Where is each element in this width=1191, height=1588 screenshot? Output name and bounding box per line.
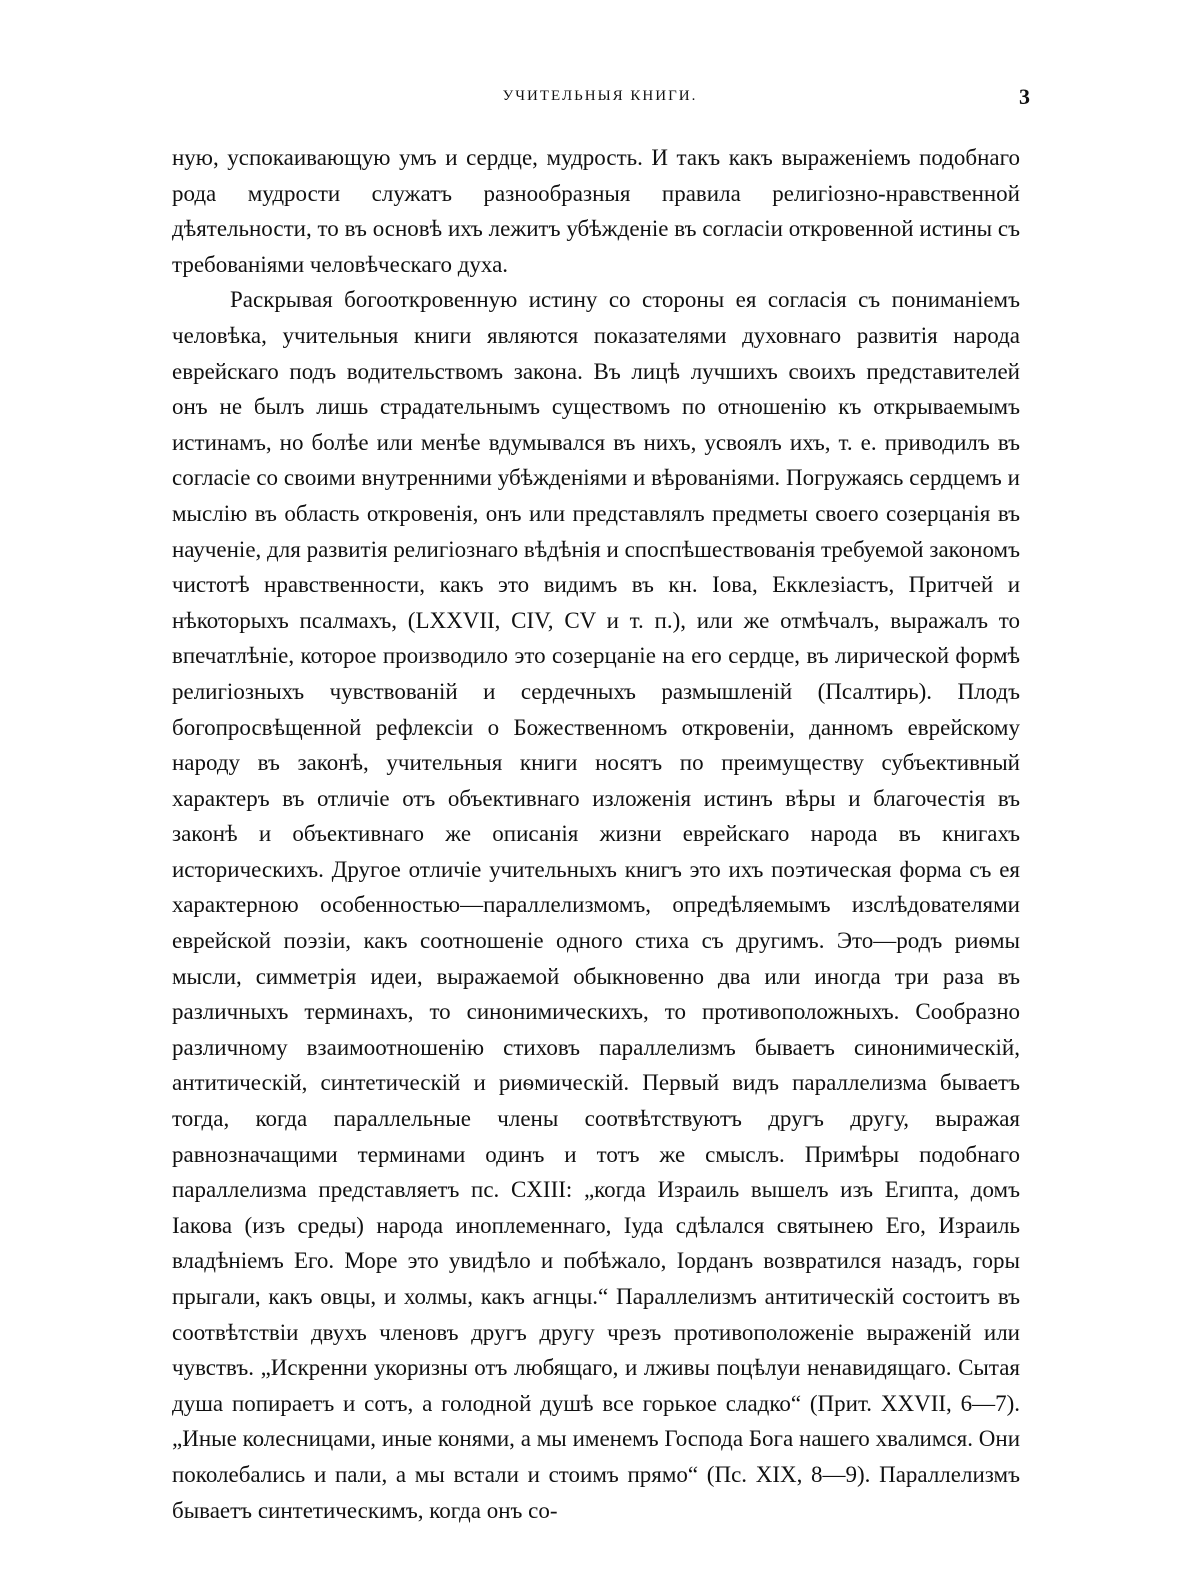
body-text xyxy=(172,140,1020,1528)
paragraph-continuation: ную, успокаивающую умъ и сердце, мудрость. И такъ какъ выраженіемъ подобнаго рода мудрости служатъ разнообразныя правила религіозно-нравственной дѣятельности, то въ основѣ ихъ лежитъ убѣжденіе въ согласіи откровенной истины съ требованіями человѣческаго духа. xyxy=(172,145,1020,277)
running-head xyxy=(170,84,1030,110)
running-title: УЧИТЕЛЬНЫЯ КНИГИ. xyxy=(502,88,698,104)
page-number: 3 xyxy=(1019,84,1030,109)
paragraph: Раскрывая богооткровенную истину со стороны ея согласія съ пониманіемъ человѣка, учительныя книги являются показателями духовнаго развитія народа еврейскаго подъ водительствомъ закона. Въ лицѣ лучшихъ своихъ представителей онъ не былъ лишь страдательнымъ существомъ по отношенію къ открываемымъ истинамъ, но болѣе или менѣе вдумывался въ нихъ, усвоялъ ихъ, т. е. приводилъ въ согласіе со своими внутренними убѣжденіями и вѣрованіями. Погружаясь сердцемъ и мыслію въ область откровенія, онъ или представлялъ предметы своего созерцанія въ наученіе, для развитія религіознаго вѣдѣнія и споспѣшествованія требуемой закономъ чистотѣ нравственности, какъ это видимъ въ кн. Іова, Екклезіастъ, Притчей и нѣкоторыхъ псалмахъ, (LXXVII, CIV, CV и т. п.), или же отмѣчалъ, выражалъ то впечатлѣніе, которое производило это созерцаніе на его сердце, въ лирической формѣ религіозныхъ чувствованій и сердечныхъ размышленій (Псалтирь). Плодъ богопросвѣщенной рефлексіи о Божественномъ откровеніи, данномъ еврейскому народу въ законѣ, учительныя книги носятъ по преимуществу субъективный характеръ въ отличіе отъ объективнаго изложенія истинъ вѣры и благочестія въ законѣ и объективнаго же описанія жизни еврейскаго народа въ книгахъ историческихъ. Другое отличіе учительныхъ книгъ это ихъ поэтическая форма съ ея характерною особенностью—параллелизмомъ, опредѣляемымъ изслѣдователями еврейской поэзіи, какъ соотношеніе одного стиха съ другимъ. Это—родъ риѳмы мысли, симметрія идеи, выражаемой обыкновенно два или иногда три раза въ различныхъ терминахъ, то синонимическихъ, то противоположныхъ. Сообразно различному взаимоотношенію стиховъ параллелизмъ бываетъ синонимическій, антитическій, синтетическій и риѳмическій. Первый видъ параллелизма бываетъ тогда, когда параллельные члены соотвѣтствуютъ другъ другу, выражая равнозначащими терминами одинъ и тотъ же смыслъ. Примѣры подобнаго параллелизма представляетъ пс. CXIII: „когда Израиль вышелъ изъ Египта, домъ Іакова (изъ среды) народа иноплеменнаго, Іуда сдѣлался святынею Его, Израиль владѣніемъ Его. Море это увидѣло и побѣжало, Іорданъ возвратился назадъ, горы прыгали, какъ овцы, и холмы, какъ агнцы.“ Параллелизмъ антитическій состоитъ въ соотвѣтствіи двухъ членовъ другъ другу чрезъ противоположеніе выраженій или чувствъ. „Искренни укоризны отъ любящаго, и лживы поцѣлуи ненавидящаго. Сытая душа попираетъ и сотъ, а голодной душѣ все горькое сладко“ (Прит. XXVII, 6—7). „Иные колесницами, иные конями, а мы именемъ Господа Бога нашего хвалимся. Они поколебались и пали, а мы встали и стоимъ прямо“ (Пс. XIX, 8—9). Параллелизмъ бываетъ синтетическимъ, когда онъ со- xyxy=(172,287,1020,1523)
